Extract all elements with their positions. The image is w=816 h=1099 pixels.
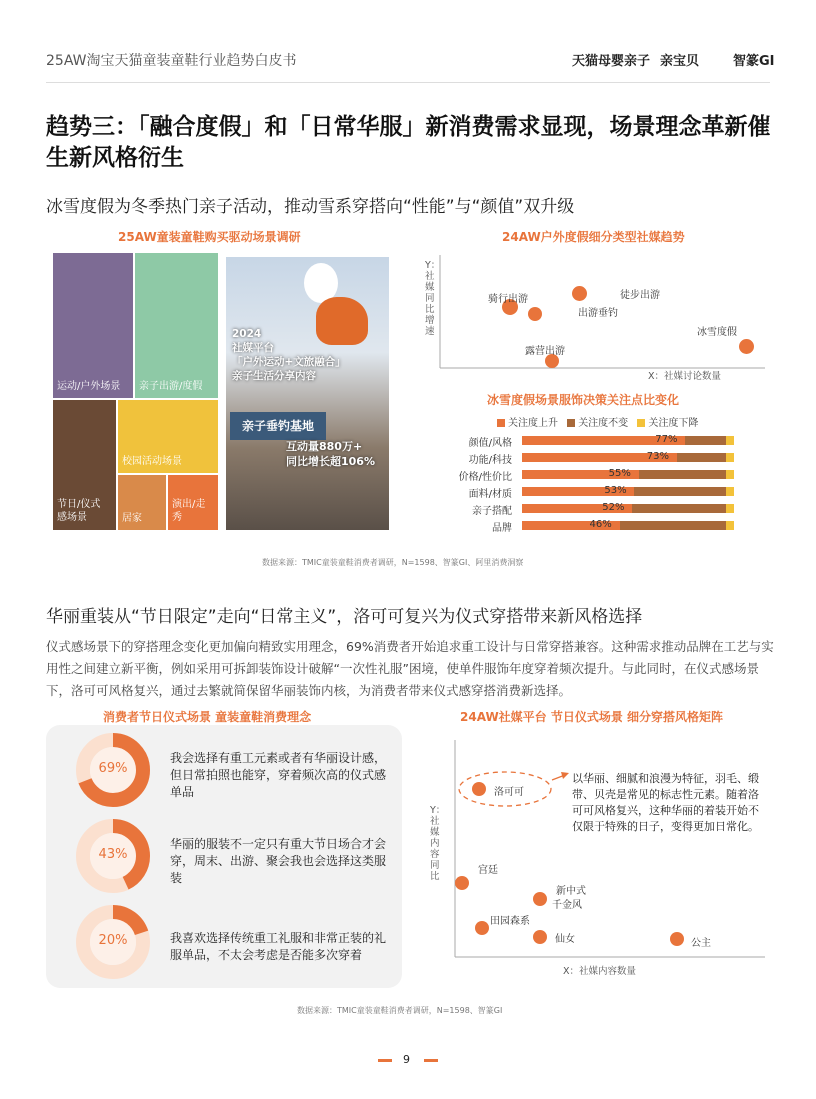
legend-swatch <box>637 419 645 427</box>
treemap-cell: 演出/走秀 <box>168 475 218 530</box>
matrix-point <box>475 921 489 935</box>
page-dash <box>378 1059 392 1062</box>
scatter-title: 24AW户外度假细分类型社媒趋势 <box>502 230 685 244</box>
bar-segment <box>620 521 726 530</box>
scatter-point-label: 冰雪度假 <box>697 327 737 338</box>
bars-legend <box>497 414 698 429</box>
legend-label: 关注度下降 <box>648 418 699 429</box>
bar-label: 功能/科技 <box>468 455 512 466</box>
legend-swatch <box>567 419 575 427</box>
bar-segment <box>639 470 726 479</box>
matrix-point-label: 洛可可 <box>494 787 524 798</box>
matrix-point-label: 公主 <box>691 938 711 949</box>
matrix-axes <box>440 735 770 965</box>
bar-segment <box>726 504 734 513</box>
matrix-point <box>455 876 469 890</box>
legend-label: 关注度上升 <box>508 418 558 429</box>
bar-label: 面料/材质 <box>468 489 512 500</box>
bar-value: 77% <box>655 434 678 445</box>
legend-swatch <box>497 419 505 427</box>
matrix-point <box>472 782 486 796</box>
matrix-point-label: 宫廷 <box>478 865 498 876</box>
bar-value: 73% <box>646 451 669 462</box>
photo-stats: 互动量880万+ 同比增长超106% <box>286 440 375 468</box>
bar-segment <box>726 436 734 445</box>
scatter-xlabel: X：社媒讨论数量 <box>648 371 722 382</box>
bar-value: 46% <box>589 519 612 530</box>
bar-label: 价格/性价比 <box>458 472 512 483</box>
treemap-cell: 亲子出游/度假 <box>135 253 218 398</box>
matrix-point-label: 仙女 <box>555 934 575 945</box>
source-note: 数据来源：TMIC童装童鞋消费者调研，N=1598、智篆GI、阿里消费洞察 <box>262 558 524 567</box>
treemap-cell: 校园活动场景 <box>118 400 218 473</box>
treemap-cell: 居家 <box>118 475 166 530</box>
donuts-title: 消费者节日仪式场景 童装童鞋消费理念 <box>103 710 312 724</box>
page-headline: 趋势三：「融合度假」和「日常华服」新消费需求显现，场景理念革新催生新风格衍生 <box>46 114 771 171</box>
bar-label: 颜值/风格 <box>468 438 512 449</box>
activity-photo <box>226 257 389 530</box>
donut-text: 我喜欢选择传统重工礼服和非常正装的礼服单品，不太会考虑是否能多次穿着 <box>170 931 387 962</box>
section2-paragraph: 仪式感场景下的穿搭理念变化更加偏向精致实用理念，69%消费者开始追求重工设计与日常穿搭兼容。这种需求推动品牌在工艺与实用性之间建立新平衡，例如采用可拆卸装饰设计破解“一次性礼服”困境，使单件服饰年度穿着频次提升。与此同时，在仪式感场景下，洛可可风格复兴，通过去繁就简保留华丽装饰内核，为消费者带来仪式感穿搭消费新选择。 <box>46 639 774 698</box>
section1-subtitle: 冰雪度假为冬季热门亲子活动，推动雪系穿搭向“性能”与“颜值”双升级 <box>46 197 575 217</box>
bars-title: 冰雪度假场景服饰决策关注点比变化 <box>487 393 680 407</box>
donut-pct: 69% <box>98 761 128 776</box>
bar-value: 55% <box>608 468 631 479</box>
bar-value: 52% <box>602 502 625 513</box>
treemap <box>53 253 218 530</box>
scatter-point-label: 露营出游 <box>525 346 565 357</box>
scatter-point-label: 出游垂钓 <box>578 308 618 319</box>
bars-chart <box>452 436 752 536</box>
zhizhuan-logo: 智篆GI <box>733 54 775 69</box>
matrix-note: 以华丽、细腻和浪漫为特征，羽毛、缎带、贝壳是常见的标志性元素。随着洛可可风格复兴，这种华丽的着装开始不仅限于特殊的日子，变得更加日常化。 <box>572 772 759 833</box>
treemap-title: 25AW童装童鞋购买驱动场景调研 <box>118 230 301 244</box>
scatter-point <box>572 286 587 301</box>
fishing-tag: 亲子垂钓基地 <box>230 412 326 440</box>
qinbaobei-logo: 亲宝贝 <box>660 54 700 69</box>
matrix-point <box>533 930 547 944</box>
donut-text: 华丽的服装不一定只有重大节日场合才会穿，周末、出游、聚会我也会选择这类服装 <box>170 837 387 885</box>
bar-segment <box>634 487 725 496</box>
matrix-point-label: 新中式 <box>556 886 586 897</box>
donut-pct: 20% <box>98 933 128 948</box>
matrix-xlabel: X：社媒内容数量 <box>563 966 637 977</box>
section2-subtitle: 华丽重装从“节日限定”走向“日常主义”，洛可可复兴为仪式穿搭带来新风格选择 <box>46 607 643 627</box>
bar-segment <box>726 453 734 462</box>
donut-pct: 43% <box>98 847 128 862</box>
bar-segment <box>726 521 734 530</box>
page-number: 9 <box>403 1053 410 1066</box>
matrix-title: 24AW社媒平台 节日仪式场景 细分穿搭风格矩阵 <box>460 710 724 724</box>
matrix-point <box>670 932 684 946</box>
bar-segment <box>726 470 734 479</box>
donut-text: 我会选择有重工元素或者有华丽设计感，但日常拍照也能穿，穿着频次高的仪式感单品 <box>170 751 387 799</box>
scatter-point-label: 徒步出游 <box>620 290 660 301</box>
source-note-2: 数据来源：TMIC童装童鞋消费者调研，N=1598、智篆GI <box>297 1006 503 1015</box>
matrix-point-label: 千金风 <box>552 900 582 911</box>
bar-segment <box>726 487 734 496</box>
bar-label: 亲子搭配 <box>472 506 512 517</box>
bar-segment <box>685 436 725 445</box>
bar-segment <box>632 504 725 513</box>
scatter-point-label: 骑行出游 <box>488 294 528 305</box>
matrix-ylabel: Y：社媒内容同比 <box>430 805 446 882</box>
page-dash <box>424 1059 438 1062</box>
bar-label: 品牌 <box>492 523 512 534</box>
tmall-logo: 天猫母婴亲子 <box>572 54 651 69</box>
legend-label: 关注度不变 <box>578 418 629 429</box>
scatter-point <box>528 307 542 321</box>
scatter-point <box>739 339 754 354</box>
header-title: 25AW淘宝天猫童装童鞋行业趋势白皮书 <box>46 53 297 69</box>
photo-caption: 2024 社媒平台 「户外运动+文旅融合」 亲子生活分享内容 <box>232 328 346 382</box>
bar-value: 53% <box>604 485 627 496</box>
matrix-point <box>533 892 547 906</box>
bar-segment <box>677 453 726 462</box>
scatter-ylabel: Y：社媒同比增速 <box>425 260 441 337</box>
header-divider <box>46 82 770 83</box>
treemap-cell: 节日/仪式感场景 <box>53 400 116 530</box>
matrix-point-label: 田园森系 <box>490 916 530 927</box>
treemap-cell: 运动/户外场景 <box>53 253 133 398</box>
